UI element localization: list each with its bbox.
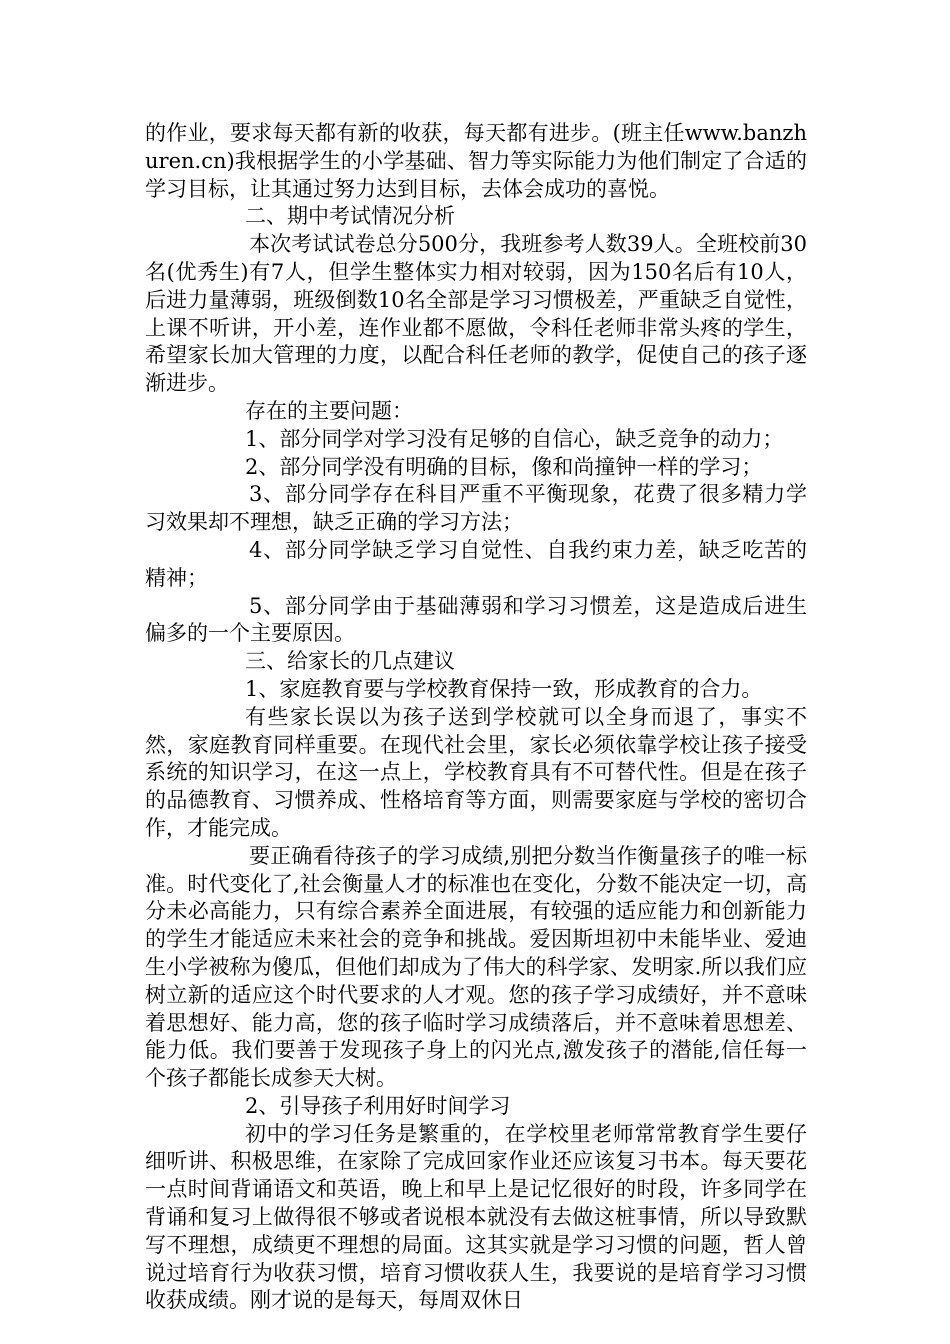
paragraph-study-time: 初中的学习任务是繁重的，在学校里老师常常教育学生要仔细听讲、积极思维，在家除了完成回家作业还应该复习书本。每天要花一点时间背诵语文和英语，晚上和早上是记忆很好的时段，许多同学在背诵和复习上做得很不够或者说根本就没有去做这桩事情，所以导致默写不理想，成绩更不理想的局面。这其实就是学习习惯的问题，哲人曾说过培育行为收获习惯，培育习惯收获人生，我要说的是培育学习习惯收获成绩。刚才说的是每天，每周双休日 — [145, 1121, 807, 1313]
section-heading-parent-advice: 三、给家长的几点建议 — [245, 649, 455, 674]
problem-item-5: 5、部分同学由于基础薄弱和学习习惯差，这是造成后进生偏多的一个主要原因。 — [145, 593, 807, 646]
paragraph-intro-continuation: 的作业，要求每天都有新的收获，每天都有进步。(班主任www.banzhuren.cn)我根据学生的小学基础、智力等实际能力为他们制定了合适的学习目标，让其通过努力达到目标，去体会成功的喜悦。 — [145, 121, 807, 201]
section-heading-exam-analysis: 二、期中考试情况分析 — [245, 204, 455, 229]
problem-item-4: 4、部分同学缺乏学习自觉性、自我约束力差，缺乏吃苦的精神； — [145, 537, 807, 590]
advice-item-1: 1、家庭教育要与学校教育保持一致，形成教育的合力。 — [245, 676, 763, 701]
paragraph-family-education: 有些家长误以为孩子送到学校就可以全身而退了，事实不然，家庭教育同样重要。在现代社会里，家长必须依靠学校让孩子接受系统的知识学习，在这一点上，学校教育具有不可替代性。但是在孩子的品德教育、习惯养成、性格培育等方面，则需要家庭与学校的密切合作，才能完成。 — [145, 704, 807, 840]
advice-item-2: 2、引导孩子利用好时间学习 — [245, 1093, 511, 1118]
subheading-main-problems: 存在的主要问题： — [245, 398, 413, 423]
document-body — [145, 120, 807, 1315]
paragraph-exam-summary: 本次考试试卷总分500分，我班参考人数39人。全班校前30名(优秀生)有7人，但学生整体实力相对较弱，因为150名后有10人，后进力量薄弱，班级倒数10名全部是学习习惯极差，严重缺乏自觉性，上课不听讲，开小差，连作业都不愿做，令科任老师非常头疼的学生，希望家长加大管理的力度，以配合科任老师的教学，促使自己的孩子逐渐进步。 — [145, 232, 807, 396]
problem-item-3: 3、部分同学存在科目严重不平衡现象，花费了很多精力学习效果却不理想，缺乏正确的学习方法； — [145, 482, 807, 535]
paragraph-grades-view: 要正确看待孩子的学习成绩,别把分数当作衡量孩子的唯一标准。时代变化了,社会衡量人才的标准也在变化，分数不能决定一切，高分未必高能力，只有综合素养全面进展，有较强的适应能力和创新能力的学生才能适应未来社会的竞争和挑战。爱因斯坦初中未能毕业、爱迪生小学被称为傻瓜，但他们却成为了伟大的科学家、发明家.所以我们应树立新的适应这个时代要求的人才观。您的孩子学习成绩好，并不意味着思想好、能力高，您的孩子临时学习成绩落后，并不意味着思想差、能力低。我们要善于发现孩子身上的闪光点,激发孩子的潜能,信任每一个孩子都能长成参天大树。 — [145, 843, 807, 1091]
problem-item-1: 1、部分同学对学习没有足够的自信心，缺乏竞争的动力； — [245, 426, 784, 451]
problem-item-2: 2、部分同学没有明确的目标，像和尚撞钟一样的学习； — [245, 454, 763, 479]
